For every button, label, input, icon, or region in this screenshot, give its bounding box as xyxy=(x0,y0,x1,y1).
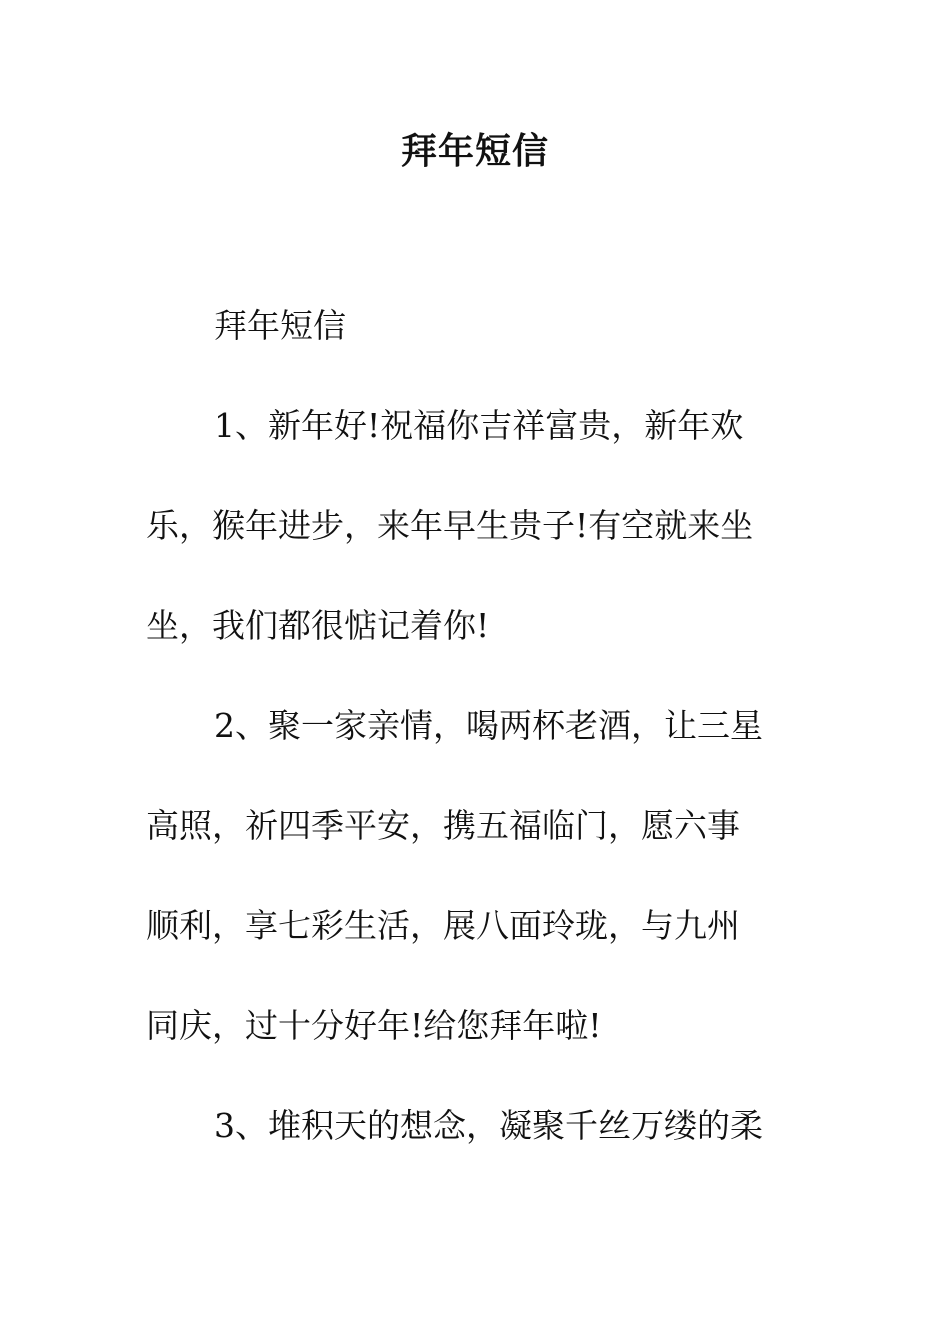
paragraph-line: 2、聚一家亲情，喝两杯老酒，让三星 xyxy=(214,706,763,745)
paragraph-line: 1、新年好!祝福你吉祥富贵，新年欢 xyxy=(214,406,744,445)
body-heading-line: 拜年短信 xyxy=(214,306,346,345)
document-title: 拜年短信 xyxy=(400,131,549,172)
paragraph-line: 乐，猴年进步，来年早生贵子!有空就来坐 xyxy=(146,506,754,545)
paragraph-line: 3、堆积天的想念，凝聚千丝万缕的柔 xyxy=(214,1106,763,1145)
paragraph-line: 坐，我们都很惦记着你! xyxy=(146,606,490,645)
paragraph-line: 高照，祈四季平安，携五福临门，愿六事 xyxy=(146,806,740,845)
paragraph-line: 同庆，过十分好年!给您拜年啦! xyxy=(146,1006,602,1045)
paragraph-line: 顺利，享七彩生活，展八面玲珑，与九州 xyxy=(146,906,740,945)
